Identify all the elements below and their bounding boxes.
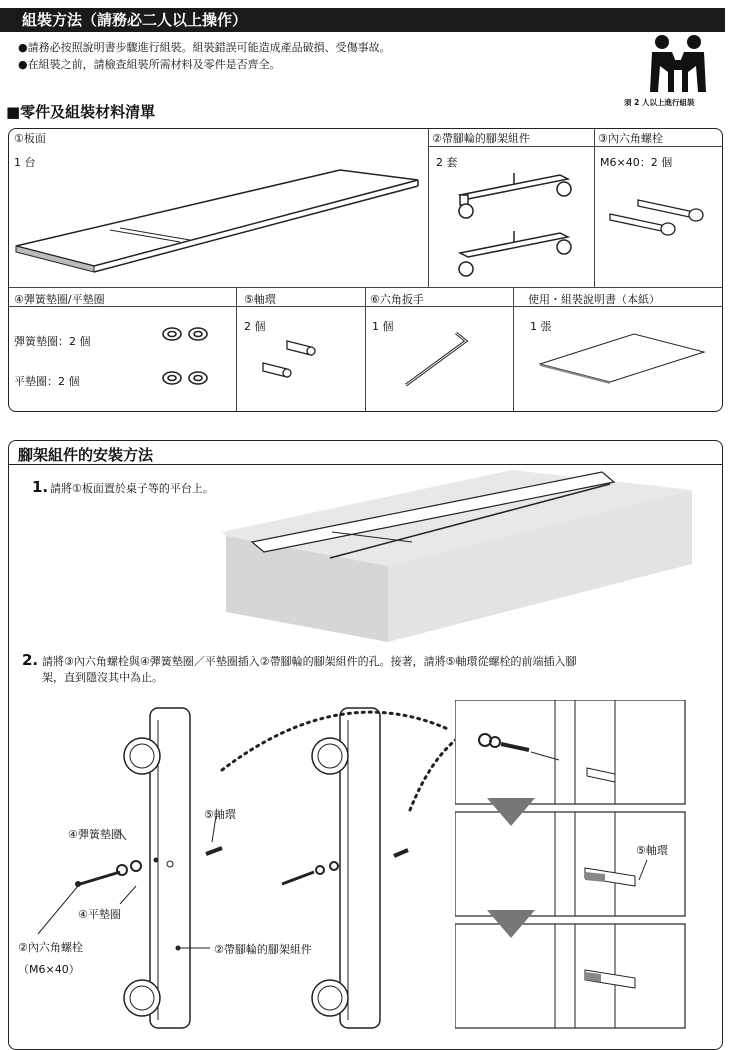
part-qty-leg-assembly: 2 套	[436, 156, 458, 169]
callout-spring-washer: ④彈簧墊圈	[68, 828, 122, 841]
part-label-manual: 使用・組裝說明書（本紙）	[528, 293, 660, 306]
collar-illustration	[255, 335, 335, 385]
warning-bullet-1: ●請務必按照說明書步驟進行組裝。組裝錯誤可能造成產品破損、受傷事故。	[18, 41, 391, 54]
step-1-text: 請將①板面置於桌子等的平台上。	[50, 482, 214, 495]
tabletop-on-platform-illustration	[222, 460, 722, 645]
step-2-number: 2.	[22, 651, 39, 669]
part-label-hex-wrench: ⑥六角扳手	[370, 293, 424, 306]
washers-illustration	[150, 320, 230, 400]
part-qty-hex-bolt: M6×40：2 個	[600, 156, 673, 169]
part-qty-flat-washer: 平墊圈：2 個	[14, 375, 80, 388]
install-heading: 腳架組件的安裝方法	[18, 446, 154, 464]
hex-bolt-illustration	[600, 190, 720, 250]
callout-flat-washer: ④平墊圈	[78, 908, 121, 921]
step-1-number: 1.	[32, 478, 49, 496]
part-label-leg-assembly: ②帶腳輪的腳架組件	[432, 132, 530, 145]
callout-hex-bolt: ②內六角螺栓	[18, 941, 83, 954]
part-label-washers: ④彈簧墊圈/平墊圈	[14, 293, 105, 306]
part-qty-collar: 2 個	[244, 320, 266, 333]
collar-insertion-detail-panels	[455, 700, 695, 1030]
part-qty-hex-wrench: 1 個	[372, 320, 394, 333]
assembly-title-bar: 組裝方法（請務必二人以上操作）	[0, 8, 725, 32]
part-qty-manual: 1 張	[530, 320, 552, 333]
leg-bolt-assembly-diagram	[10, 690, 460, 1040]
two-person-icon	[640, 32, 716, 94]
manual-sheet-illustration	[530, 330, 710, 390]
leg-assembly-illustration	[440, 165, 590, 280]
hex-wrench-illustration	[400, 325, 480, 395]
part-label-collar: ⑤軸環	[244, 293, 276, 306]
part-qty-spring-washer: 彈簧墊圈：2 個	[14, 335, 91, 348]
step-2-text-line1: 請將③內六角螺栓與④彈簧墊圈／平墊圈插入②帶腳輪的腳架組件的孔。接著，請將⑤軸環從螺栓的前端插入腳	[42, 655, 577, 668]
callout-leg-assembly: ②帶腳輪的腳架組件	[214, 943, 312, 956]
two-person-note: 須 2 人以上進行組裝	[624, 98, 695, 107]
callout-collar: ⑤軸環	[204, 808, 236, 821]
part-label-hex-bolt: ③內六角螺栓	[598, 132, 663, 145]
tabletop-illustration	[10, 150, 428, 286]
parts-heading: ■零件及組裝材料清單	[6, 103, 156, 121]
warning-bullet-2: ●在組裝之前，請檢查組裝所需材料及零件是否齊全。	[18, 58, 281, 71]
part-label-tabletop: ①板面	[14, 132, 46, 145]
step-2-text-line2: 架，直到隱沒其中為止。	[42, 671, 163, 684]
part-qty-tabletop: 1 台	[14, 156, 36, 169]
callout-hex-bolt-size: （M6×40）	[18, 963, 80, 976]
callout-collar-right: ⑤軸環	[636, 844, 668, 857]
